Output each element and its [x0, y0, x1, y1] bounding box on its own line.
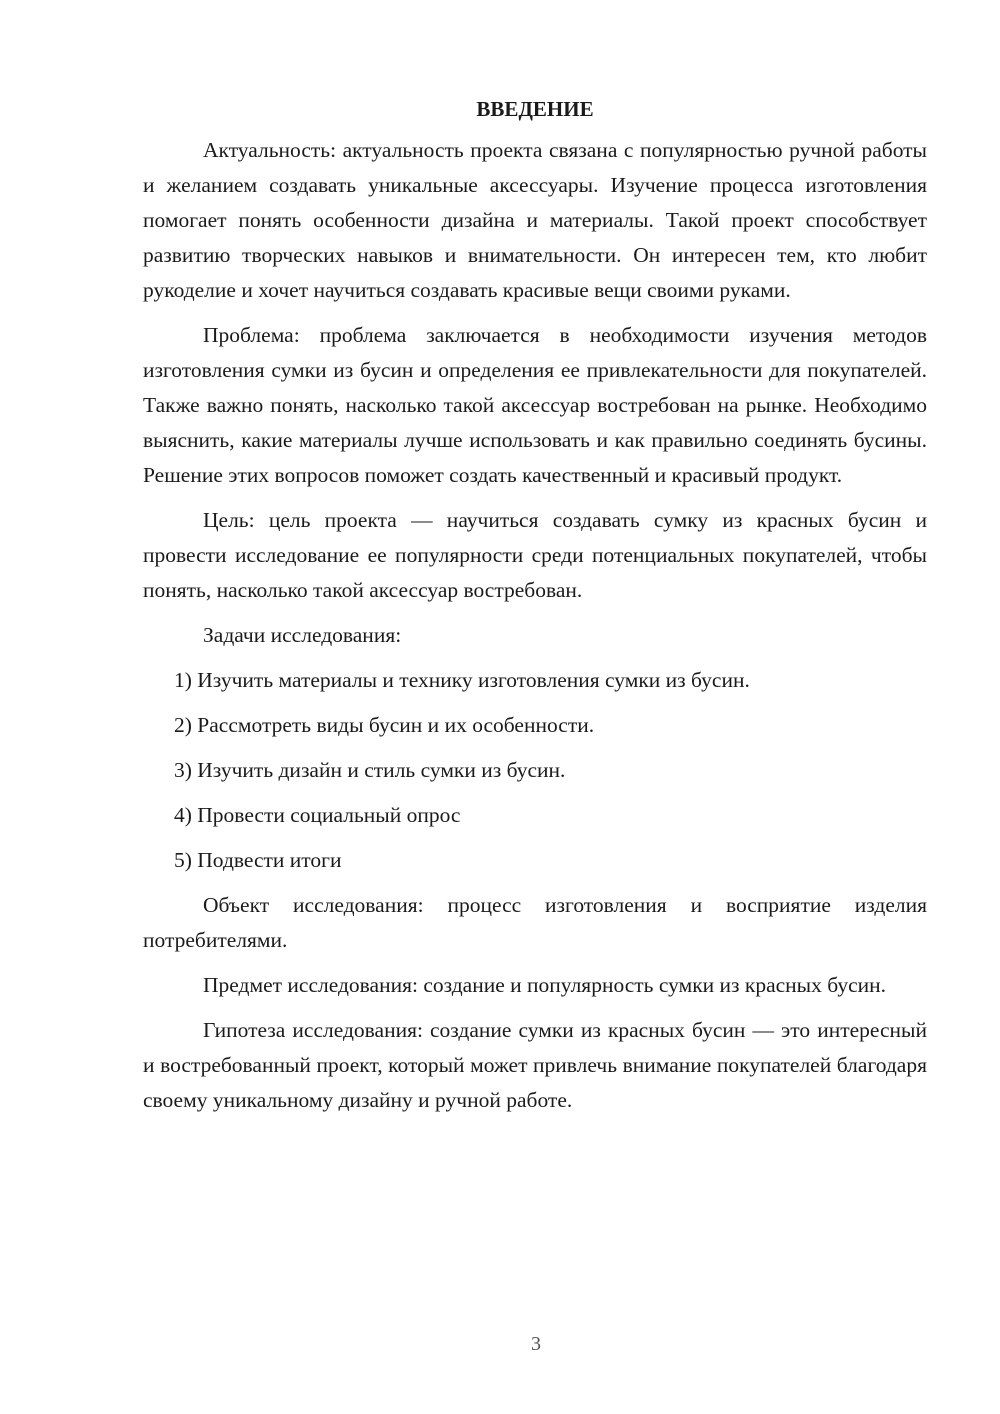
list-item: 3) Изучить дизайн и стиль сумки из бусин. [174, 758, 566, 782]
tasks-list [143, 663, 927, 878]
object-paragraph: Объект исследования: процесс изготовления и восприятие изделия потребителями. [143, 893, 927, 952]
list-item: 5) Подвести итоги [174, 848, 342, 872]
subject-paragraph: Предмет исследования: создание и популярность сумки из красных бусин. [203, 973, 887, 997]
list-item: 4) Провести социальный опрос [174, 803, 461, 827]
goal-paragraph: Цель: цель проекта — научиться создавать сумку из красных бусин и провести исследование ее популярности среди потенциальных покупателей, чтобы понять, насколько такой аксессуар востребован. [143, 508, 927, 602]
page-title: ВВЕДЕНИЕ [476, 97, 594, 121]
problem-paragraph: Проблема: проблема заключается в необходимости изучения методов изготовления сумки из бусин и определения ее привлекательности для покупателей. Также важно понять, насколько такой аксессуар востребован на рынке. Необходимо выяснить, какие материалы лучше использовать и как правильно соединять бусины. Решение этих вопросов поможет создать качественный и красивый продукт. [143, 323, 927, 487]
hypothesis-paragraph: Гипотеза исследования: создание сумки из красных бусин — это интересный и востребованный проект, который может привлечь внимание покупателей благодаря своему уникальному дизайну и ручной работе. [143, 1018, 927, 1112]
tasks-heading: Задачи исследования: [203, 623, 402, 647]
page-number: 3 [531, 1333, 541, 1355]
list-item: 1) Изучить материалы и технику изготовления сумки из бусин. [174, 668, 750, 692]
relevance-paragraph: Актуальность: актуальность проекта связана с популярностью ручной работы и желанием создавать уникальные аксессуары. Изучение процесса изготовления помогает понять особенности дизайна и материалы. Такой проект способствует развитию творческих навыков и внимательности. Он интересен тем, кто любит рукоделие и хочет научиться создавать красивые вещи своими руками. [143, 138, 927, 302]
list-item: 2) Рассмотреть виды бусин и их особенности. [174, 713, 595, 737]
document-page [143, 92, 927, 1128]
